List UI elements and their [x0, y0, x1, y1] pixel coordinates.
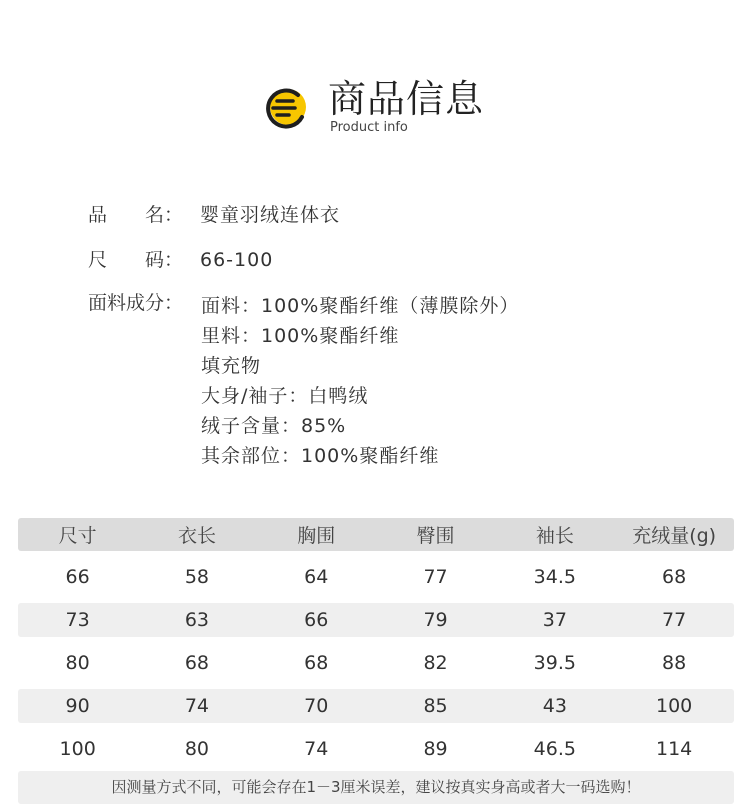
table-cell: 64	[304, 566, 329, 588]
table-cell: 34.5	[533, 566, 576, 588]
fabric-composition	[201, 291, 519, 471]
table-cell: 80	[184, 738, 210, 760]
table-cell: 46.5	[533, 738, 576, 760]
table-row	[18, 689, 734, 723]
page-subtitle: Product info	[330, 120, 408, 135]
column-header-size: 尺寸	[58, 525, 97, 547]
table-cell: 68	[662, 566, 687, 588]
fabric-line: 里料：100%聚酯纤维	[201, 325, 400, 347]
product-info-icon	[262, 84, 312, 130]
table-cell: 66	[304, 609, 329, 631]
table-cell: 43	[542, 695, 567, 717]
table-cell: 77	[662, 609, 687, 631]
table-cell: 88	[662, 652, 687, 674]
fabric-line: 大身/袖子：白鸭绒	[201, 385, 369, 407]
column-header-sleeve: 袖长	[535, 525, 574, 547]
section-header	[262, 74, 522, 144]
table-cell: 73	[65, 609, 90, 631]
size-range-row	[88, 248, 273, 272]
column-header-chest: 胸围	[297, 525, 336, 547]
table-cell: 80	[65, 652, 90, 674]
fabric-label-row	[88, 291, 200, 315]
size-range-label: 尺 码：	[88, 249, 184, 271]
column-header-length: 衣长	[177, 525, 216, 547]
table-cell: 100	[59, 738, 96, 760]
table-cell: 77	[423, 566, 448, 588]
table-cell: 74	[304, 738, 329, 760]
fabric-line: 填充物	[201, 355, 262, 377]
table-cell: 90	[65, 695, 90, 717]
fabric-line: 面料：100%聚酯纤维（薄膜除外）	[201, 295, 520, 317]
table-header-row	[18, 518, 734, 551]
product-name-value: 婴童羽绒连体衣	[200, 204, 341, 226]
table-cell: 66	[65, 566, 90, 588]
table-row	[18, 646, 734, 680]
table-cell: 79	[423, 609, 448, 631]
size-table	[18, 518, 734, 766]
table-cell: 100	[656, 695, 693, 717]
table-row	[18, 732, 734, 766]
product-name-row	[88, 203, 340, 227]
table-cell: 114	[656, 738, 693, 760]
table-cell: 58	[184, 566, 210, 588]
column-header-hip: 臀围	[416, 525, 455, 547]
table-cell: 82	[423, 652, 448, 674]
table-row	[18, 603, 734, 637]
table-cell: 39.5	[533, 652, 576, 674]
table-cell: 89	[423, 738, 448, 760]
fabric-label: 面料成分：	[88, 292, 184, 314]
table-cell: 68	[184, 652, 210, 674]
size-range-value: 66-100	[200, 249, 274, 271]
table-cell: 68	[304, 652, 329, 674]
measurement-note: 因测量方式不同，可能会存在1－3厘米误差，建议按真实身高或者大一码选购！	[18, 771, 734, 804]
table-cell: 85	[423, 695, 448, 717]
table-cell: 37	[542, 609, 567, 631]
column-header-fill: 充绒量(g)	[632, 525, 717, 547]
page-title: 商品信息	[328, 77, 485, 121]
fabric-line: 其余部位：100%聚酯纤维	[201, 445, 440, 467]
table-row	[18, 560, 734, 594]
table-cell: 63	[184, 609, 210, 631]
product-name-label: 品 名：	[88, 204, 184, 226]
table-cell: 74	[184, 695, 210, 717]
fabric-line: 绒子含量：85%	[201, 415, 347, 437]
table-cell: 70	[304, 695, 329, 717]
